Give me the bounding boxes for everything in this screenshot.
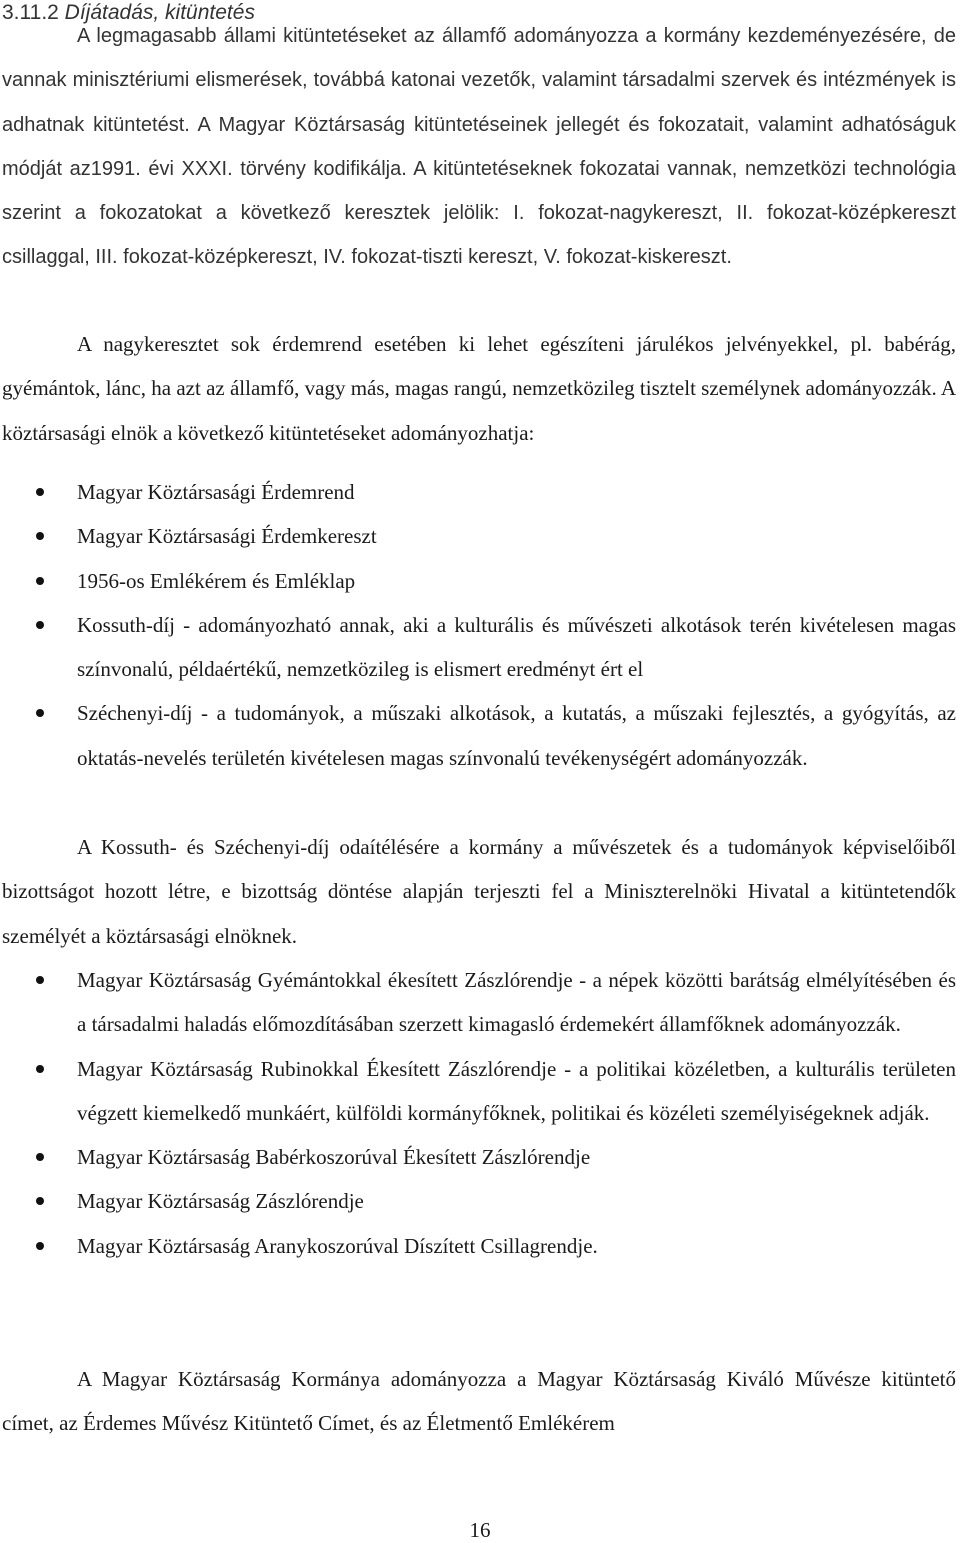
bullet-icon <box>36 621 44 629</box>
list-item <box>0 958 956 1047</box>
bullet-icon <box>36 1065 44 1073</box>
list-item-text: Magyar Köztársaság Zászlórendje <box>77 1189 364 1214</box>
list-item-text: Magyar Köztársaság Aranykoszorúval Díszített Csillagrendje. <box>77 1233 598 1258</box>
award-list-flag-orders <box>0 958 956 1268</box>
list-item-text: Magyar Köztársasági Érdemkereszt <box>77 524 377 549</box>
list-item-text: Kossuth-díj - adományozható annak, aki a kulturális és művészeti alkotások terén kivételesen magas színvonalú, példaértékű, nemzetközileg is elismert eredményt ért el <box>77 612 956 682</box>
list-item <box>0 514 956 558</box>
list-item <box>0 559 956 603</box>
award-list-president <box>0 470 956 780</box>
bullet-icon <box>36 532 44 540</box>
list-item-text: Magyar Köztársaság Babérkoszorúval Ékesített Zászlórendje <box>77 1145 591 1170</box>
list-item <box>0 1047 956 1136</box>
bullet-icon <box>36 1242 44 1250</box>
list-item <box>0 691 956 780</box>
list-item <box>0 1135 956 1179</box>
bullet-icon <box>36 1197 44 1205</box>
list-item-text: Magyar Köztársaság Rubinokkal Ékesített Zászlórendje - a politikai közéletben, a kulturális területen végzett kiemelkedő munkáért, külföldi kormányfőknek, politikai és közéleti személyiségeknek adják. <box>77 1056 956 1125</box>
paragraph-committee: A Kossuth- és Széchenyi-díj odaítélésére a kormány a művészetek és a tudományok képviselőiből bizottságot hozott létre, e bizottság döntése alapján terjeszti fel a Miniszterelnöki Hivatal a kitüntetendők személyét a köztársasági elnöknek. <box>2 835 956 948</box>
bullet-icon <box>36 1153 44 1161</box>
bullet-icon <box>36 488 44 496</box>
page-number: 16 <box>469 1518 491 1542</box>
list-item <box>0 1179 956 1223</box>
list-item <box>0 603 956 692</box>
bullet-icon <box>36 976 44 984</box>
bullet-icon <box>36 709 44 717</box>
list-item <box>0 470 956 514</box>
section-number: 3.11.2 <box>2 1 59 24</box>
paragraph-government-titles: A Magyar Köztársaság Kormánya adományozza a Magyar Köztársaság Kiváló Művésze kitüntető címet, az Érdemes Művész Kitüntető Címet, és az Életmentő Emlékérem <box>2 1367 956 1436</box>
list-item-text: Magyar Köztársasági Érdemrend <box>77 480 355 504</box>
bullet-icon <box>36 577 44 585</box>
list-item <box>0 1224 956 1268</box>
section-title: Díjátadás, kitüntetés <box>64 1 255 24</box>
list-item-text: Széchenyi-díj - a tudományok, a műszaki alkotások, a kutatás, a műszaki fejlesztés, a gyógyítás, az oktatás-nevelés területén kivételesen magas színvonalú tevékenységért adományozzák. <box>77 701 956 770</box>
paragraph-grand-cross: A nagykeresztet sok érdemrend esetében ki lehet egészíteni járulékos jelvényekkel, pl. babérág, gyémántok, lánc, ha azt az államfő, vagy más, magas rangú, nemzetközileg tisztelt személynek adományozzák. A köztársasági elnök a következő kitüntetéseket adományozhatja: <box>2 332 956 445</box>
intro-paragraph: A legmagasabb állami kitüntetéseket az államfő adományozza a kormány kezdeményezésére, de vannak minisztériumi elismerések, továbbá katonai vezetők, valamint társadalmi szervek és intézmények is adhatnak kitüntetést. A Magyar Köztársaság kitüntetéseinek jellegét és fokozatait, valamint adhatóságuk módját az1991. évi XXXI. törvény kodifikálja. A kitüntetéseknek fokozatai vannak, nemzetközi technológia szerint a fokozatokat a következő keresztek jelölik: I. fokozat-nagykereszt, II. fokozat-középkereszt csillaggal, III. fokozat-középkereszt, IV. fokozat-tiszti kereszt, V. fokozat-kiskereszt. <box>2 25 956 269</box>
list-item-text: 1956-os Emlékérem és Emléklap <box>77 568 356 593</box>
list-item-text: Magyar Köztársaság Gyémántokkal ékesített Zászlórendje - a népek közötti barátság elmélyítésében és a társadalmi haladás előmozdításában szerzett kimagasló érdemekért államfőknek adományozzák. <box>77 968 956 1037</box>
